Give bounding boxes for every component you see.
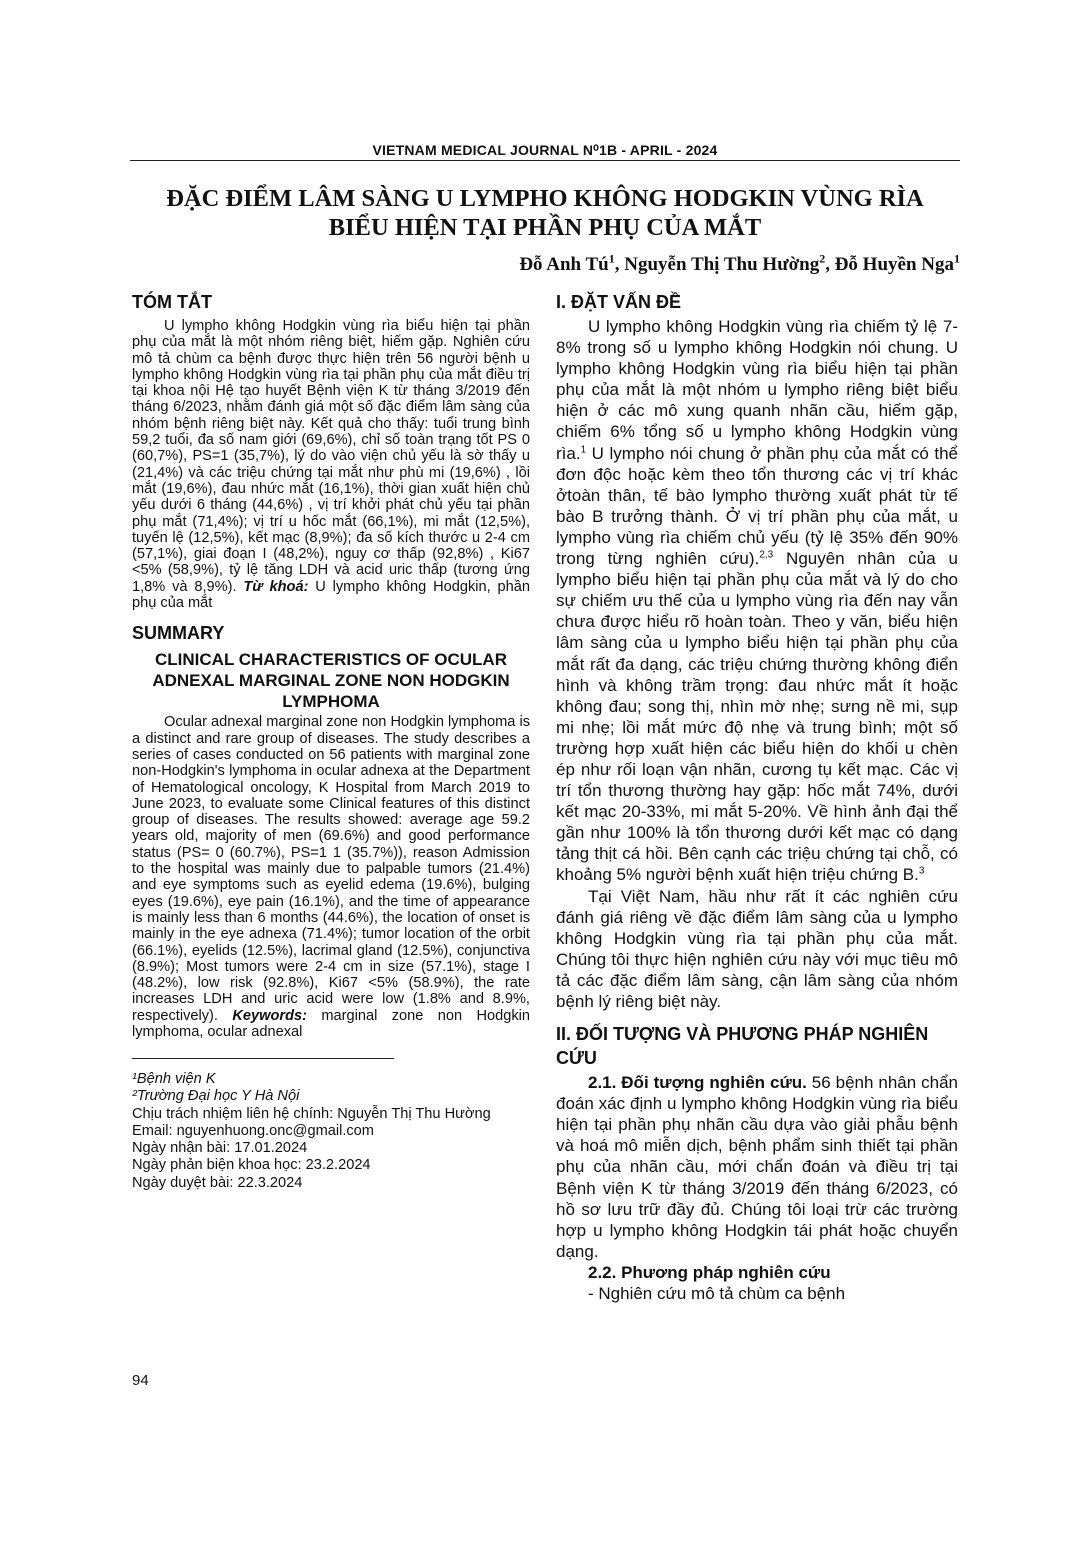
article-title (130, 184, 960, 242)
reference-marker: 3 (918, 865, 925, 877)
summary-heading: SUMMARY (132, 623, 225, 644)
author-affiliation: 1 (608, 251, 615, 266)
section-2-2-label: 2.2. Phương pháp nghiên cứu (588, 1262, 831, 1282)
footnote-rule (132, 1058, 394, 1059)
keywords-text: U lympho không Hodgkin, phần phụ của mắt (132, 578, 530, 612)
section-1-paragraph-1: U lympho không Hodgkin vùng rìa chiếm tỷ lệ 7-8% trong số u lympho không Hodgkin nói chung. U lympho không Hodgkin vùng rìa biểu hiện tại phần phụ của mắt là một nhóm u lympho riêng biệt biểu hiện ở các mô xung quanh nhãn cầu, hiếm gặp, chiếm 6% tổng số u lympho không Hodgkin vùng rìa.$^1$ U lympho nói chung ở phần phụ của mắt có thể đơn độc hoặc kèm theo tổn thương các vị trí khác ởtoàn thân, tế bào lympho thường xuất phát từ tế bào B trưởng thành. Ở vị trí phần phụ của mắt, u lympho vùng rìa chiếm chủ yếu (tỷ lệ 35% đến 90% trong từng nghiên cứu).$^{2,3}$ Nguyên nhân của u lympho biểu hiện tại phần phụ của mắt và lý do cho sự chiếm ưu thế của u lympho vùng rìa đến nay vẫn chưa được hiểu rõ hoàn toàn. Theo y văn, biểu hiện lâm sàng của u lympho biểu hiện tại phần phụ của mắt rất đa dạng, các triệu chứng thường không điển hình và không trầm trọng: đau nhức mắt ít hoặc không đau; song thị, nhìn mờ nhẹ; sưng nề mi, sụp mi nhẹ; lồi mắt mức độ nhẹ và trung bình; một số trường hợp xuất hiện các biểu hiện do khối u chèn ép như rối loạn vận nhãn, cương tụ kết mạc. Các vị trí tổn thương thường hay gặp: hốc mắt 74%, dưới kết mạc 20-33%, mi mắt 5-20%. Về hình ảnh đại thể gần như 100% là tổn thương dưới kết mạc có dạng tảng thịt cá hồi. Bên cạnh các triệu chứng tại chỗ, có khoảng 5% người bệnh xuất hiện triệu chứng B.$^3$ (556, 317, 959, 885)
reference-marker: 1 (580, 443, 587, 455)
reference-marker: 2,3 (759, 549, 774, 561)
author-separator: , (614, 254, 625, 275)
author-separator: , (825, 254, 835, 275)
left-column (132, 290, 530, 1192)
subsection-2-1-label: 2.1. Đối tượng nghiên cứu. (588, 1073, 807, 1093)
author-name: Nguyễn Thị Thu Hường (624, 254, 820, 275)
abstract-body (132, 318, 530, 611)
author-name: Đỗ Anh Tú (519, 254, 609, 275)
summary-title: CLINICAL CHARACTERISTICS OF OCULAR ADNEXAL MARGINAL ZONE NON HODGKIN LYMPHOMA (152, 650, 510, 712)
section-2-2-item: - Nghiên cứu mô tả chùm ca bệnh (588, 1284, 846, 1304)
right-column (556, 290, 958, 1304)
page-number: 94 (132, 1372, 149, 1389)
footnote-received: Ngày nhận bài: 17.01.2024 (132, 1140, 308, 1157)
title-line-2: BIỂU HIỆN TẠI PHẦN PHỤ CỦA MẮT (328, 214, 762, 241)
abstract-heading: TÓM TẮT (132, 292, 212, 312)
author-list (519, 251, 960, 276)
summary-keywords-text: marginal zone non Hodgkin lymphoma, ocular adnexal (132, 1007, 531, 1040)
header-rule (130, 160, 960, 161)
journal-header: VIETNAM MEDICAL JOURNAL N⁰1B - APRIL - 2024 (372, 142, 718, 158)
keywords-label: Từ khoá: (243, 578, 309, 595)
abstract-text: U lympho không Hodgkin vùng rìa biểu hiện tại phần phụ của mắt là một nhóm riêng biệt, hiếm gặp. Nghiên cứu mô tả chùm ca bệnh được thực hiện trên 56 người bệnh u lympho không Hodgkin vùng rìa tại phần phụ của mắt điều trị tại khoa nội Hệ tạo huyết Bệnh viện K từ tháng 3/2019 đến tháng 6/2023, nhằm đánh giá một số đặc điểm lâm sàng của nhóm bệnh riêng biệt này. Kết quả cho thấy: tuổi trung bình 59,2 tuổi, đa số nam giới (69,6%), chỉ số toàn trạng tốt PS 0 (60,7%), PS=1 (35,7%), lý do vào viện chủ yếu là sờ thấy u (21,4%) và các triệu chứng tại mắt như phù mi (19,6%) , lồi mắt (19,6%), đau nhức mắt (16,1%), thời gian xuất hiện chủ yếu dưới 6 tháng (44,6%) , vị trí khởi phát chủ yếu tại phần phụ mắt (71,4%); vị trí u hốc mắt (66,1%), mi mắt (12,5%), tuyến lệ (12,5%), kết mạc (8,9%); đa số kích thước u 2-4 cm (57,1%), giai đoạn I (48,2%), nguy cơ thấp (92,8%) , Ki67 <5% (58,9%), tỷ lệ tăng LDH và acid uric thấp (tương ứng 1,8% và 8,9%). (132, 318, 530, 595)
section-2-1-paragraph: 2.1. Đối tượng nghiên cứu. 56 bệnh nhân chẩn đoán xác định u lympho không Hodgkin vùng rìa biểu hiện tại phần phụ nhãn cầu dựa vào giải phẫu bệnh và hoá mô miễn dịch, bệnh phẩm sinh thiết tại phần phụ của nhãn cầu, mới chẩn đoán và điều trị tại Bệnh viện K từ tháng 3/2019 đến tháng 6/2023, có hồ sơ lưu trữ đầy đủ. Chúng tôi loại trừ các trường hợp u lympho không Hodgkin tái phát hoặc chuyển dạng. (556, 1073, 958, 1261)
author-affiliation: 1 (954, 251, 960, 266)
author-name: Đỗ Huyền Nga (834, 254, 954, 275)
footnote-affiliation-1: ¹Bệnh viện K (132, 1071, 216, 1088)
section-2-heading: II. ĐỐI TƯỢNG VÀ PHƯƠNG PHÁP NGHIÊN CỨU (556, 1024, 929, 1069)
footnote-reviewed: Ngày phản biện khoa học: 23.2.2024 (132, 1157, 371, 1174)
summary-body (132, 714, 530, 1040)
section-1-paragraph-2: Tại Việt Nam, hầu như rất ít các nghiên cứu đánh giá riêng về đặc điểm lâm sàng của u lympho không Hodgkin vùng rìa tại phần phụ của mắt. Chúng tôi thực hiện nghiên cứu này với mục tiêu mô tả các đặc điểm lâm sàng, cận lâm sàng của nhóm bệnh lý riêng biệt này. (556, 886, 958, 1011)
footnote-accepted: Ngày duyệt bài: 22.3.2024 (132, 1174, 303, 1191)
title-line-1: ĐẶC ĐIỂM LÂM SÀNG U LYMPHO KHÔNG HODGKIN VÙNG RÌA (166, 185, 924, 212)
footnote-email: Email: nguyenhuong.onc@gmail.com (132, 1122, 374, 1139)
author-affiliation: 2 (819, 251, 826, 266)
summary-keywords-label: Keywords: (232, 1007, 307, 1024)
summary-text: Ocular adnexal marginal zone non Hodgkin lymphoma is a distinct and rare group of diseases. The study describes a series of cases conducted on 56 patients with marginal zone non-Hodgkin's lymphoma in ocular adnexa at the Department of Hematological oncology, K Hospital from March 2019 to June 2023, to evaluate some Clinical features of this distinct group of diseases. The results showed: average age 59.2 years old, majority of men (69.6%) and good performance status (PS= 0 (60.7%), PS=1 1 (35.7%)), reason Admission to the hospital was mainly due to palpable tumors (21.4%) and eye symptoms such as eyelid edema (19.6%), bulging eyes (19.6%), eye pain (16.1%), and the time of appearance is mainly less than 6 months (44.6%), the location of onset is mainly in the eye adnexa (71.4%); tumor location of the orbit (66.1%), eyelids (12.5%), lacrimal gland (12.5%), conjunctiva (8.9%); Most tumors were 2-4 cm in size (57.1%), stage I (48.2%), low risk (92.8%), Ki67 <5% (58.9%), the rate increases LDH and uric acid were low (1.8% and 8.9%, respectively). (132, 714, 530, 1024)
footnote-affiliation-2: ²Trường Đại học Y Hà Nội (132, 1088, 300, 1105)
footnote-contact: Chịu trách nhiệm liên hệ chính: Nguyễn Thị Thu Hường (132, 1105, 491, 1122)
section-1-heading: I. ĐẶT VẤN ĐỀ (556, 292, 682, 312)
